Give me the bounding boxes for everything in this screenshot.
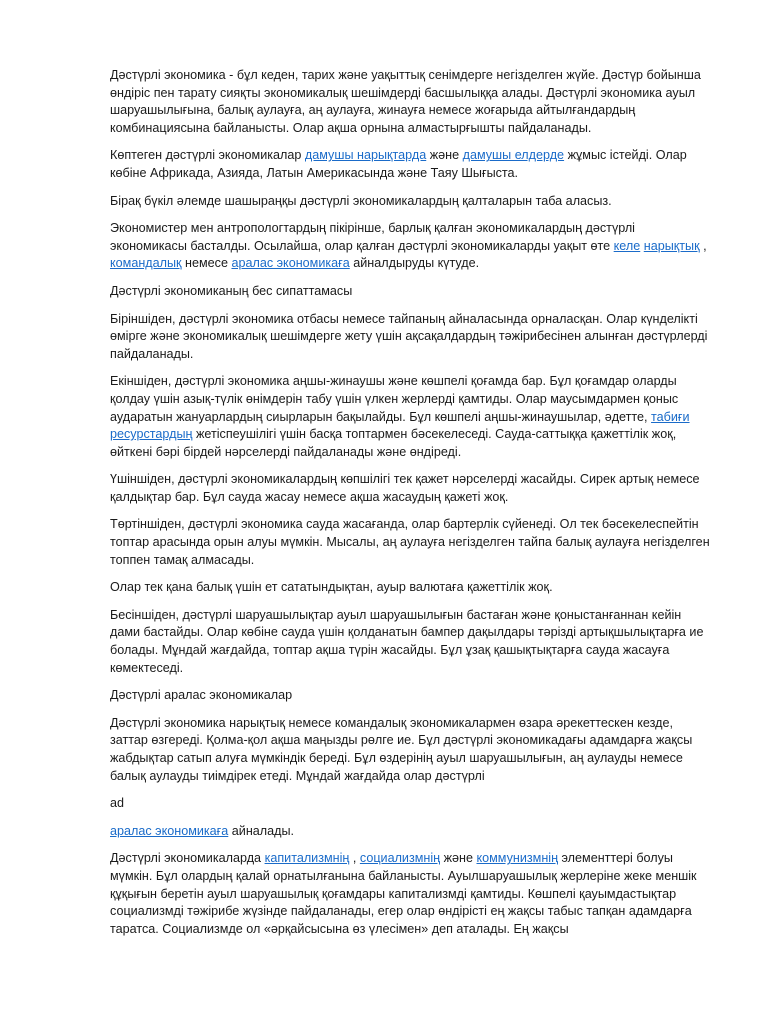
ad-placeholder: ad (110, 796, 125, 811)
text-segment: жұмыс істейді. Олар көбіне Африкада, Азияда, Латын Америкасында және Таяу Шығыста. (110, 148, 687, 180)
text-segment: және (426, 148, 463, 163)
paragraph-intro: Дәстүрлі экономика - бұл кеден, тарих және уақыттық сенімдерге негізделген жүйе. Дәстүр бойынша өндіріс пен тарату сияқты экономикалық шешімдерді басшылыққа алады. Дәстүрлі экономика ауыл шаруашылығына, балық аулауға, аң аулауға, жинауға немесе жоғарыда айтылғандардың комбинациясына байланысты. Олар ақша орнына алмастырғышты пайдаланады. (110, 68, 701, 135)
section-heading-characteristics: Дәстүрлі экономиканың бес сипаттамасы (110, 283, 353, 298)
paragraph-second (110, 373, 712, 461)
link-natural-resources[interactable]: табиғи ресурстардың (110, 409, 690, 442)
link-market[interactable]: нарықтық (643, 238, 700, 253)
text-segment: Көптеген дәстүрлі экономикалар (110, 148, 305, 163)
paragraph-fourth: Төртіншіден, дәстүрлі экономика сауда жасағанда, олар бартерлік сүйенеді. Ол тек бәсекелеспейтін топтар арасында орын алуы мүмкін. Мысалы, аң аулауға негізделген тайпа балық аулауға негізделген топпен тамақ алмасады. (110, 517, 710, 567)
text-segment: элементтері болуы мүмкін. Бұл олардың қалай орнатылғанына байланысты. Ауылшаруашылық жерлеріне жеке меншік құқығын беретін ауыл шаруашылық қоғамдары капитализмді қамтиды. Көшпелі қауымдастықтар социализмді тәжірибе жүзінде пайдаланады, егер олар өндірісті ең жақсы табыс тапқан адамдарға таратса. Социализмде ол «әрқайсысына өз үлесімен» деп аталады. Ең жақсы (110, 851, 697, 936)
paragraph-fifth: Бесіншіден, дәстүрлі шаруашылықтар ауыл шаруашылығын бастаған және қоныстанғаннан кейін дами бастайды. Олар көбіне сауда үшін қолданатын бампер дақылдары тәрізді артықшылықтарға ие болады. Мұндай жағдайда, топтар ақша түрін жасайды. Бұл ұзақ қашықтықтарға сауда жасауға көмектеседі. (110, 607, 704, 675)
text-segment: Экономистер мен антропологтардың пікірінше, барлық қалған экономикалардың дәстүрлі экономикасы басталды. Осылайша, олар қалған дәстүрлі экономикаларды уақыт өте (110, 221, 635, 253)
link-kele[interactable]: келе (613, 238, 641, 253)
article-body (110, 67, 712, 948)
paragraph-mixed: Дәстүрлі экономика нарықтық немесе командалық экономикалармен өзара әрекеттескен кезде, заттар өзгереді. Қолма-қол ақша маңызды рөлге ие. Бұл дәстүрлі экономикадағы адамдарға жақсы жабдықтар сатып алуға мүмкіндік береді. Бұл өздерінің ауыл шаруашылығын, аң аулауды немесе балық аулауды тиімдірек етеді. Мұндай жағдайда олар дәстүрлі (110, 715, 693, 783)
text-segment: Дәстүрлі экономикаларда (110, 851, 265, 866)
paragraph-pockets: Бірақ бүкіл әлемде шашыраңқы дәстүрлі экономикалардың қалталарын таба аласыз. (110, 193, 612, 208)
paragraph-economists (110, 220, 712, 273)
link-communism[interactable]: коммунизмнің (476, 851, 559, 866)
link-mixed-economy[interactable]: аралас экономикаға (231, 256, 350, 271)
text-segment: немесе (181, 256, 232, 271)
paragraph-currency: Олар тек қана балық үшін ет сататындықтан, ауыр валютаға қажеттілік жоқ. (110, 580, 553, 595)
text-segment: , (349, 851, 360, 866)
paragraph-third: Үшіншіден, дәстүрлі экономикалардың көпшілігі тек қажет нәрселерді жасайды. Сирек артық немесе қалдықтар бар. Бұл сауда жасау немесе ақша жасаудың қажеті жоқ. (110, 472, 700, 504)
text-segment: жетіспеушілігі үшін басқа топтармен бәсекелеседі. Сауда-саттыққа қажеттілік жоқ, өйткені бәрі бірдей нәрселерді пайдаланады және өндіреді. (110, 427, 677, 459)
paragraph-first: Біріншіден, дәстүрлі экономика отбасы немесе тайпаның айналасында орналасқан. Олар күнделікті өмірге және экономикалық шешімдерге жету үшін ақсақалдардың тәжірибесінен алынған дәстүрлерді пайдаланады. (110, 311, 708, 361)
text-segment: Екіншіден, дәстүрлі экономика аңшы-жинаушы және көшпелі қоғамда бар. Бұл қоғамдар оларды қолдау үшін азық-түлік өнімдерін табу үшін үлкен жерлерді қамтиды. Олар маусымдармен қоныс аударатын жануарлардың сиырларын бақылайды. Бұл көшпелі аңшы-жинаушылар, әдетте, (110, 374, 679, 424)
link-mixed-economy-2[interactable]: аралас экономикаға (110, 823, 229, 838)
link-capitalism[interactable]: капитализмнің (264, 851, 350, 866)
paragraph-becomes-mixed (110, 823, 712, 841)
paragraph-regions (110, 147, 712, 182)
text-segment: және (440, 851, 477, 866)
text-segment: , (699, 238, 707, 253)
link-developing-markets[interactable]: дамушы нарықтарда (304, 148, 427, 163)
link-command[interactable]: командалық (110, 256, 182, 271)
link-developing-countries[interactable]: дамушы елдерде (462, 148, 565, 163)
section-heading-mixed: Дәстүрлі аралас экономикалар (110, 688, 293, 703)
text-segment: айналдыруды күтуде. (349, 256, 480, 271)
paragraph-isms (110, 850, 712, 938)
link-socialism[interactable]: социализмнің (359, 851, 441, 866)
text-segment: айналады. (228, 823, 295, 838)
